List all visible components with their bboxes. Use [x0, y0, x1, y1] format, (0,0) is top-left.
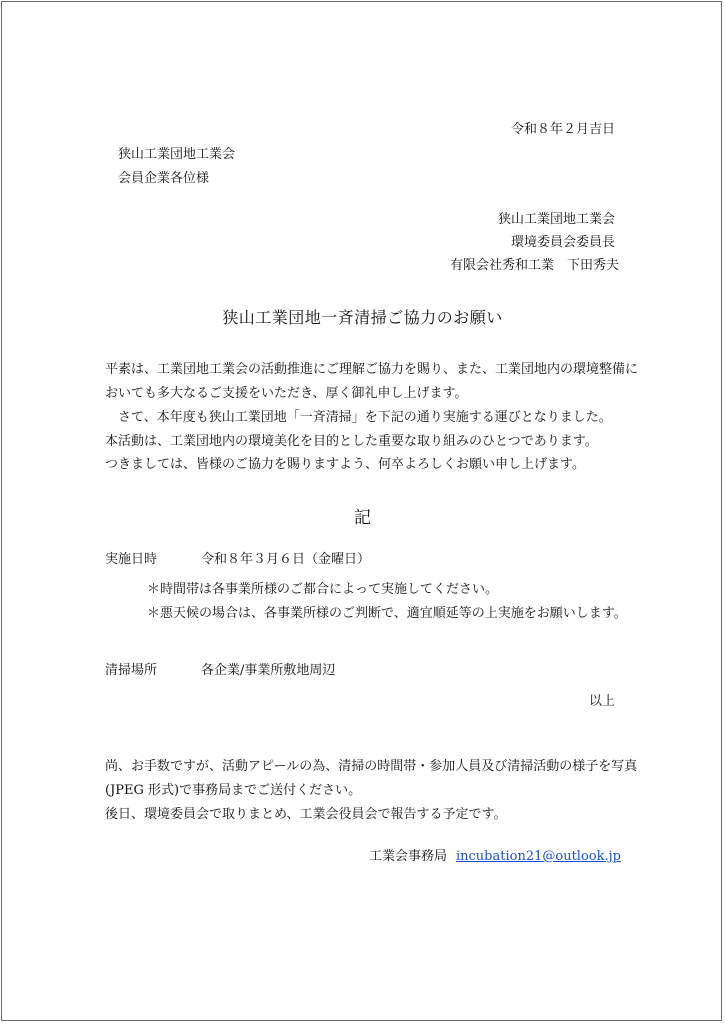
document-date: 令和８年２月吉日 [510, 122, 615, 137]
place-value: 各企業/事業所敷地周辺 [201, 663, 336, 678]
note-timing: ＊時間帯は各事業所様のご都合によって実施してください。 [147, 582, 499, 597]
place-label: 清掃場所 [105, 663, 158, 678]
sender-name: 有限会社秀和工業 下田秀夫 [449, 258, 619, 273]
office-email-link[interactable]: incubation21@outlook.jp [456, 849, 621, 864]
note-weather: ＊悪天候の場合は、各事業所様のご判断で、適宜順延等の上実施をお願いします。 [147, 606, 627, 621]
body-p2-line2: 本活動は、工業団地内の環境美化を目的とした重要な取り組みのひとつであります。 [105, 434, 598, 449]
date-label: 実施日時 [105, 552, 158, 567]
sender-committee: 環境委員会委員長 [510, 235, 615, 250]
recipient-members: 会員企業各位様 [118, 171, 210, 186]
date-value: 令和８年３月６日（金曜日） [201, 552, 371, 567]
footer-line2: (JPEG 形式)で事務局までご送付ください。 [105, 783, 362, 798]
body-p1-line1: 平素は、工業団地工業会の活動推進にご理解ご協力を賜り、また、工業団地内の環境整備に [105, 362, 639, 377]
footer-line1: 尚、お手数ですが、活動アピールの為、清掃の時間帯・参加人員及び清掃活動の様子を写真 [105, 759, 638, 774]
footer-line3: 後日、環境委員会で取りまとめ、工業会役員会で報告する予定です。 [105, 807, 507, 822]
office-label: 工業会事務局 [369, 849, 448, 864]
ki-heading: 記 [354, 508, 371, 528]
body-p1-line2: おいても多大なるご支援をいただき、厚く御礼申し上げます。 [105, 386, 468, 401]
body-p2-line1: さて、本年度も狭山工業団地「一斉清掃」を下記の通り実施する運びとなりました。 [105, 410, 612, 425]
document-title: 狭山工業団地一斉清掃ご協力のお願い [222, 308, 503, 327]
sender-association: 狭山工業団地工業会 [497, 212, 615, 227]
recipient-association: 狭山工業団地工業会 [118, 147, 236, 162]
ijou-closing: 以上 [588, 694, 615, 709]
body-p2-line3: つきましては、皆様のご協力を賜りますよう、何卒よろしくお願い申し上げます。 [105, 457, 585, 472]
